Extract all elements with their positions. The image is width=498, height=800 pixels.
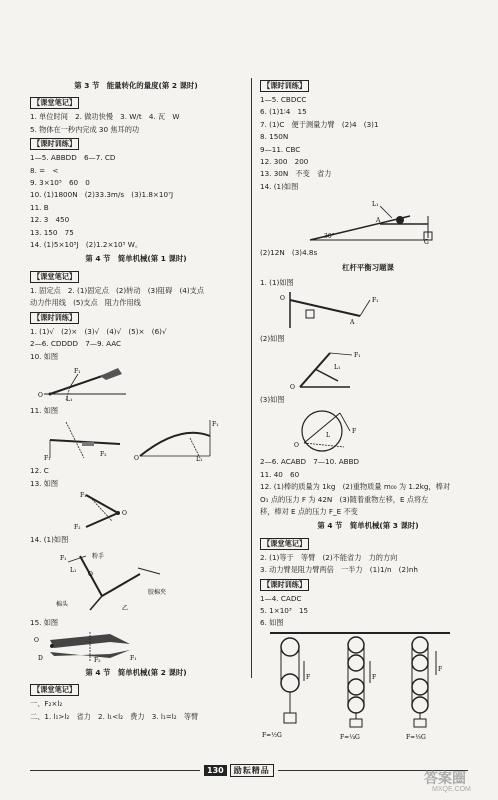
answer-line: 10. (1)1800N (2)33.3m/s (3)1.8×10⁷J: [30, 190, 174, 200]
svg-text:O: O: [122, 510, 127, 518]
svg-text:O: O: [280, 295, 285, 303]
section-tag: 【课堂笔记】: [30, 271, 79, 283]
answer-line: 二、1. l₁>l₂ 省力 2. l₁<l₂ 费力 3. l₁=l₂ 等臂: [30, 711, 199, 721]
answer-line: O₁ 点的压力 F 为 42N (3)随着重物左移，E 点将左: [260, 494, 429, 504]
left-column: [30, 78, 242, 723]
answer-line: 11. 如图: [30, 405, 59, 415]
svg-text:L₁: L₁: [70, 566, 77, 574]
svg-text:O: O: [134, 455, 139, 463]
page-number: 130: [204, 765, 227, 776]
svg-text:F₁: F₁: [74, 367, 81, 375]
svg-text:A: A: [350, 319, 355, 327]
answer-line: 5. 1×10³ 15: [260, 605, 309, 615]
section-tag: 【课堂笔记】: [30, 97, 79, 109]
section-tag: 【课时训练】: [260, 579, 309, 591]
svg-text:F: F: [352, 428, 357, 436]
svg-text:L₁: L₁: [372, 201, 379, 209]
watermark-url: MXQE.COM: [432, 786, 471, 793]
figure-incline-14: [260, 194, 476, 244]
brand-logo: 励耘精品: [230, 764, 274, 777]
svg-text:F₂: F₂: [94, 656, 101, 664]
answer-line: 5. 物体在一秒内完成 30 焦耳的功: [30, 124, 140, 134]
figure-lever-1b: [260, 347, 476, 391]
column-divider: [251, 78, 252, 678]
svg-text:L: L: [326, 432, 330, 440]
watermark-logo: 答案圈: [424, 771, 466, 787]
svg-text:F: F: [306, 673, 311, 681]
pulley-formula-2: F=¼G: [340, 733, 360, 741]
answer-line: 12. 300 200: [260, 157, 309, 167]
svg-text:A: A: [376, 217, 381, 225]
svg-text:F₁: F₁: [212, 421, 219, 429]
answer-line: 9. 3×10⁵ 60 0: [30, 178, 90, 188]
answer-line: 动力作用线 (5)支点 阻力作用线: [30, 298, 141, 308]
svg-text:L₁: L₁: [66, 395, 73, 402]
figure-lever-1a: [260, 290, 476, 330]
answer-line: 12. 3 450: [30, 215, 70, 225]
answer-line: 8. = <: [30, 165, 59, 175]
svg-text:30°: 30°: [324, 233, 335, 241]
answer-line: 一、F₂×l₂: [30, 699, 63, 709]
pulley-formula-3: F=⅕G: [406, 733, 426, 741]
svg-text:O: O: [294, 442, 299, 450]
svg-text:F: F: [372, 673, 377, 681]
section-title: 杠杆平衡习题课: [342, 262, 394, 272]
svg-text:F₁: F₁: [354, 351, 361, 359]
answer-line: (3)如图: [260, 394, 285, 404]
answer-line: 2—6. ACABD 7—10. ABBD: [260, 457, 360, 467]
answer-line: 3. 动力臂是阻力臂两倍 一半力 (1)1/n (2)nh: [260, 565, 418, 575]
figure-lever-10: [30, 364, 242, 402]
label-clamp: 胶棉夹: [148, 588, 167, 596]
svg-text:F₁: F₁: [44, 455, 51, 463]
svg-text:O: O: [38, 391, 43, 399]
answer-line: 9—11. CBC: [260, 144, 301, 154]
svg-text:F₁: F₁: [60, 554, 67, 562]
svg-text:F: F: [438, 665, 443, 673]
answer-line: 1—4. CADC: [260, 593, 302, 603]
label-yi: 乙: [122, 604, 129, 612]
answer-line: 7. (1)C 便于测量力臂 (2)4 (3)1: [260, 119, 379, 129]
answer-line: (2)12N (3)4.8s: [260, 248, 318, 258]
section-title: 第 4 节 简单机械(第 2 课时): [85, 667, 187, 677]
answer-line: 2. (1)等于 等臂 (2)不能省力 力的方向: [260, 552, 398, 562]
answer-line: 12. C: [30, 466, 49, 476]
answer-line: 移，棒对 E 点的压力 F_E 不变: [260, 506, 358, 516]
svg-text:O: O: [88, 570, 93, 578]
answer-line: 13. 30N 不变 省力: [260, 169, 332, 179]
answer-line: 6. (1)1∶4 15: [260, 107, 307, 117]
section-tag: 【课时训练】: [30, 138, 79, 150]
answer-line: 1—5. ABBDD 6—7. CD: [30, 153, 116, 163]
figure-pulleys-6: [260, 631, 476, 743]
answer-line: 15. 如图: [30, 617, 59, 627]
svg-text:G: G: [424, 239, 429, 245]
svg-text:F₂: F₂: [74, 524, 81, 532]
label-mop-head: 棉头: [56, 600, 69, 608]
svg-text:F₂: F₂: [100, 451, 107, 459]
answer-line: 13. 如图: [30, 478, 59, 488]
section-title: 第 4 节 简单机械(第 3 课时): [317, 521, 419, 531]
answer-line: 1. (1)√ (2)× (3)√ (4)√ (5)× (6)√: [30, 326, 167, 336]
answer-line: 6. 如图: [260, 618, 284, 628]
svg-text:F₁: F₁: [80, 492, 87, 500]
figure-lever-1c: [260, 407, 476, 453]
answer-line: 11. 40 60: [260, 469, 300, 479]
svg-text:F₁: F₁: [372, 297, 379, 305]
pulley-formula-1: F=½G: [262, 731, 282, 739]
svg-text:D: D: [38, 654, 43, 662]
svg-text:L₁: L₁: [196, 456, 203, 463]
section-title: 第 4 节 简单机械(第 1 课时): [85, 254, 187, 264]
figure-lever-11: [30, 418, 242, 462]
answer-line: 14. (1)如图: [30, 535, 69, 545]
answer-line: 14. (1)如图: [260, 181, 299, 191]
answer-line: 12. (1)棒的质量为 1kg (2)重物质量 m₀₀ 为 1.2kg，棒对: [260, 482, 451, 492]
answer-line: 1. 单位时间 2. 做功快慢 3. W/t 4. 瓦 W: [30, 112, 180, 122]
answer-line: 1. 固定点 2. (1)固定点 (2)转动 (3)阻碍 (4)支点: [30, 285, 205, 295]
svg-text:O: O: [34, 636, 39, 644]
answer-line: 11. B: [30, 202, 49, 212]
answer-line: 8. 150N: [260, 132, 289, 142]
answer-line: 2—6. CDDDD 7—9. AAC: [30, 339, 122, 349]
svg-text:O: O: [290, 383, 295, 391]
answer-line: (2)如图: [260, 334, 285, 344]
answer-line: 1. (1)如图: [260, 278, 294, 288]
answer-line: 10. 如图: [30, 351, 59, 361]
answer-line: 1—5. CBDCC: [260, 95, 307, 104]
label-grip: 粉手: [92, 552, 105, 560]
answer-line: 14. (1)5×10⁵J (2)1.2×10⁵ W。: [30, 240, 143, 250]
figure-lever-13: [30, 491, 242, 531]
section-tag: 【课堂笔记】: [30, 684, 79, 696]
section-tag: 【课时训练】: [260, 80, 309, 92]
section-tag: 【课时训练】: [30, 312, 79, 324]
svg-text:L₁: L₁: [334, 363, 341, 371]
svg-text:F₁: F₁: [130, 654, 137, 662]
figure-clamp-15: [30, 630, 242, 664]
figure-mop-14: [30, 548, 242, 614]
footer-badge: [200, 762, 278, 778]
section-title: 第 3 节 能量转化的量度(第 2 课时): [74, 81, 198, 90]
section-tag: 【课堂笔记】: [260, 538, 309, 550]
answer-line: 13. 150 75: [30, 227, 74, 237]
right-column: [260, 78, 476, 746]
